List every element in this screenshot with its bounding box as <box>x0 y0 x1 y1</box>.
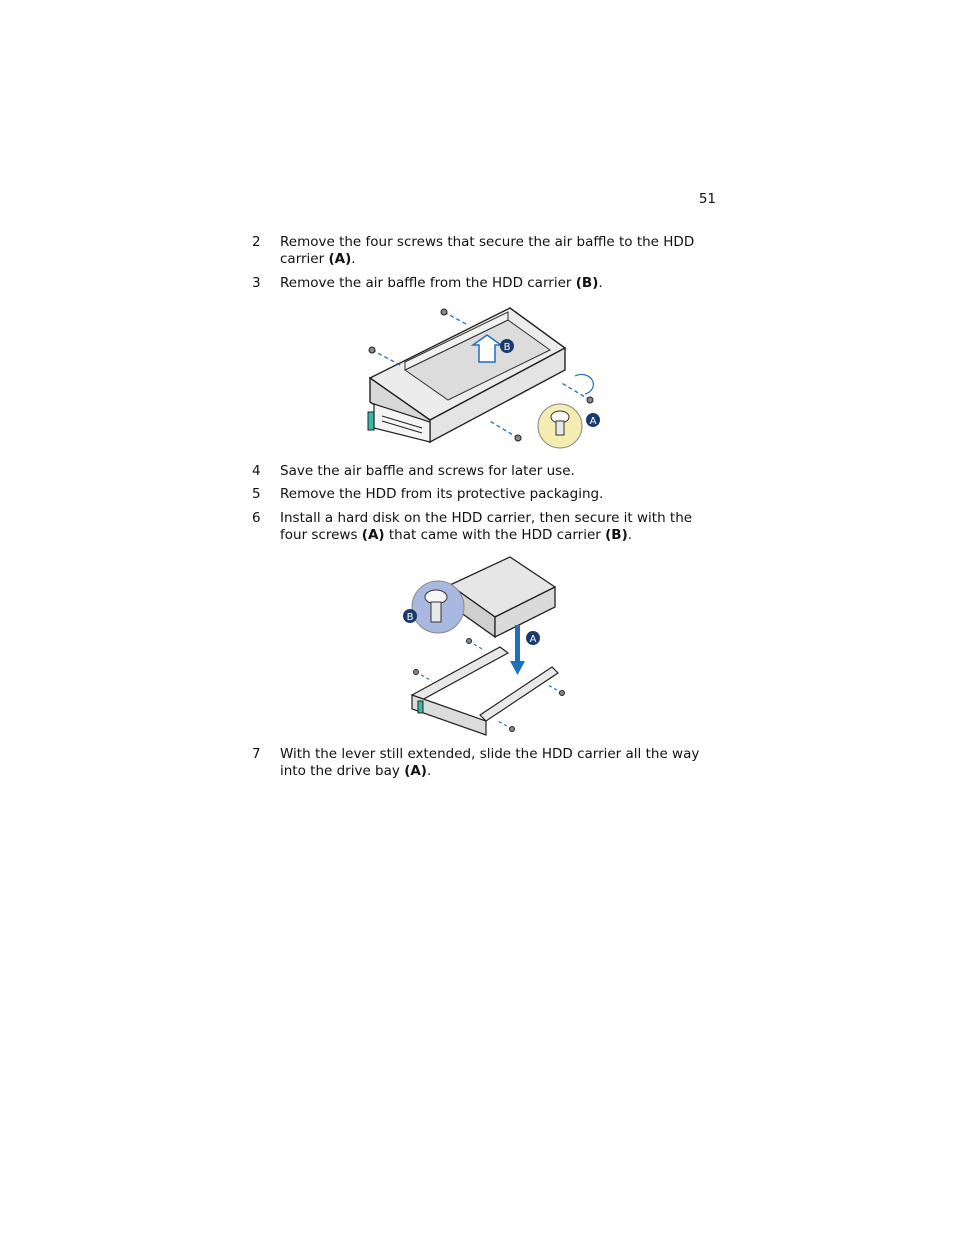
step-text: Save the air baffle and screws for later use. <box>280 463 575 479</box>
step-2 <box>252 234 722 268</box>
down-arrow-icon <box>510 661 525 675</box>
step-number: 2 <box>252 234 261 250</box>
step-6 <box>252 510 722 544</box>
step-number: 6 <box>252 510 261 526</box>
step-3 <box>252 275 722 292</box>
step-number: 7 <box>252 746 261 762</box>
svg-text:B: B <box>503 342 511 353</box>
step-text: Remove the four screws that secure the air baffle to the HDD carrier (A). <box>280 234 695 267</box>
step-4 <box>252 463 722 480</box>
svg-text:B: B <box>406 612 414 623</box>
air-baffle-removal-illustration <box>360 300 615 452</box>
hdd-install-illustration <box>400 555 575 740</box>
step-text: With the lever still extended, slide the HDD carrier all the way into the drive bay (A). <box>280 746 700 779</box>
page-number: 51 <box>698 191 716 207</box>
svg-text:A: A <box>589 416 597 427</box>
step-5 <box>252 486 722 503</box>
step-text: Remove the HDD from its protective packaging. <box>280 486 604 502</box>
step-number: 3 <box>252 275 261 291</box>
step-text: Install a hard disk on the HDD carrier, then secure it with the four screws (A) that came with the HDD carrier (B). <box>280 510 693 543</box>
svg-text:A: A <box>529 634 537 645</box>
step-7 <box>252 746 722 780</box>
step-text: Remove the air baffle from the HDD carrier (B). <box>280 275 603 291</box>
step-number: 5 <box>252 486 261 502</box>
step-number: 4 <box>252 463 261 479</box>
